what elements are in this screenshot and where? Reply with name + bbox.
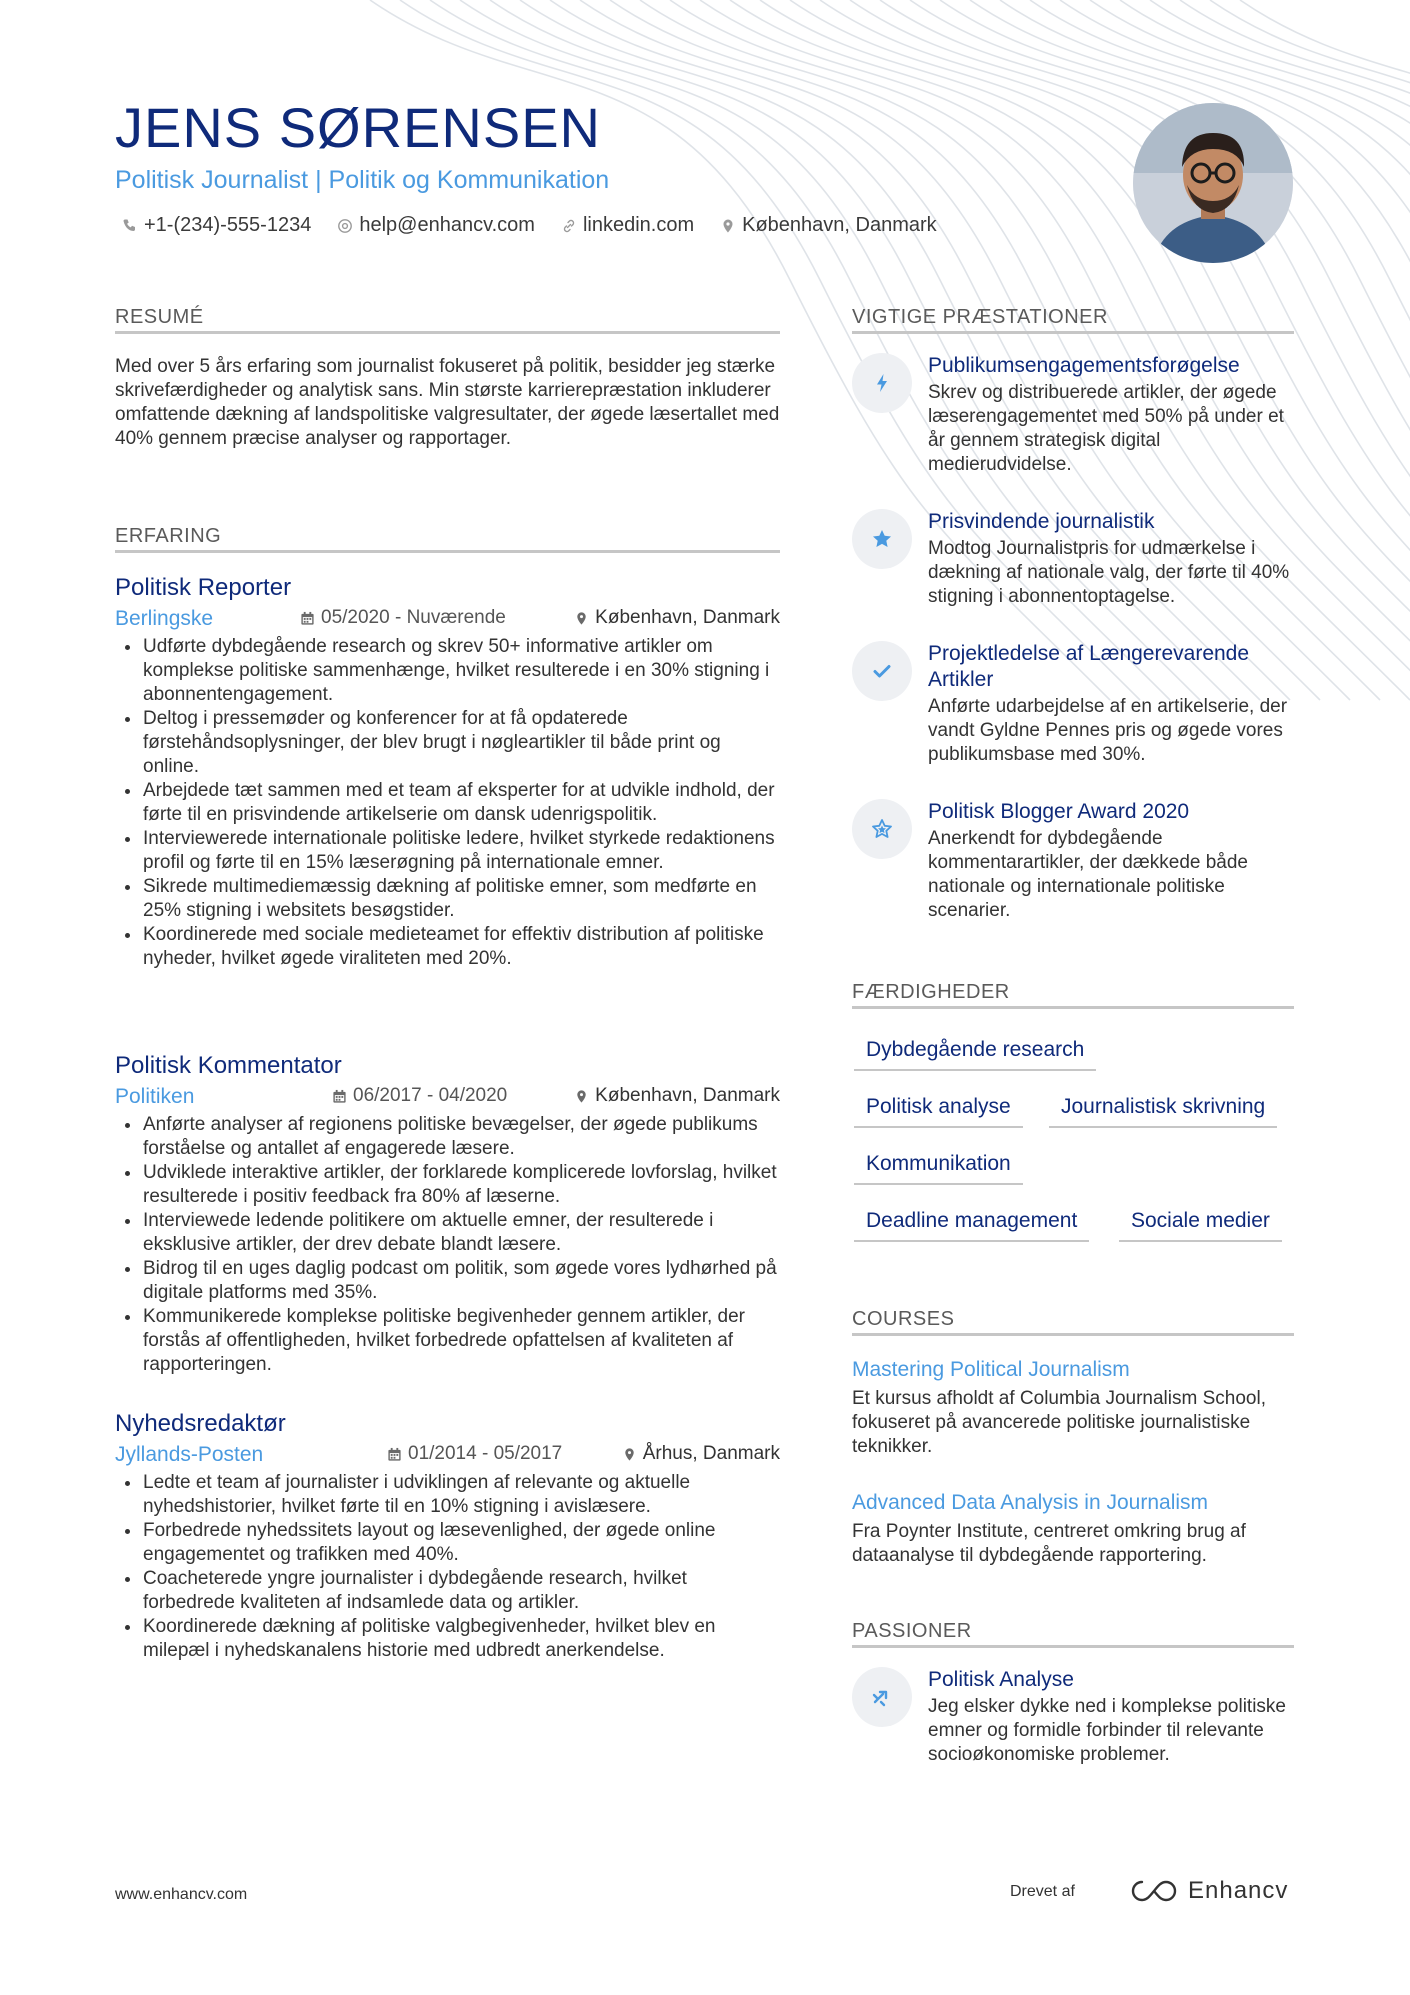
job-entry: [115, 1051, 780, 1377]
passion-icon-badge: [852, 1667, 912, 1727]
job-location-text: København, Danmark: [595, 1085, 780, 1106]
contact-email[interactable]: [337, 214, 535, 237]
job-bullets: [115, 1471, 780, 1663]
course-title: Advanced Data Analysis in Journalism: [852, 1491, 1209, 1514]
achievement-desc: Modtog Journalistpris for udmærkelse i dækning af nationale valg, der førte til 40% stigning i abonnentoptagelse.: [928, 538, 1290, 607]
divider: [852, 1333, 1294, 1336]
achievement-item: [852, 641, 1292, 767]
section-title-passions: PASSIONER: [852, 1620, 972, 1642]
bullet-item: Ledte et team af journalister i udviklingen af relevante og aktuelle nyhedshistorier, hvilket førte til en 10% stigning i avislæsere.: [115, 1471, 780, 1519]
contact-row: [122, 214, 937, 237]
job-location: [622, 1443, 780, 1465]
section-title-courses: COURSES: [852, 1308, 955, 1330]
job-bullets: [115, 635, 780, 971]
achievement-desc: Anførte udarbejdelse af en artikelserie, der vandt Gyldne Pennes pris og øgede vores publikumsbase med 30%.: [928, 696, 1288, 765]
achievement-title: Prisvindende journalistik: [928, 510, 1155, 533]
passion-desc: Jeg elsker dykke ned i komplekse politiske emner og formidle forbinder til relevante socioøkonomiske problemer.: [928, 1696, 1287, 1765]
star-icon: [871, 528, 893, 550]
course-desc: Fra Poynter Institute, centreret omkring brug af dataanalyse til dybdegående rapportering.: [852, 1521, 1246, 1566]
course-title: Mastering Political Journalism: [852, 1358, 1130, 1381]
job-location: [574, 607, 780, 629]
achievement-desc: Skrev og distribuerede artikler, der øgede læserengagementet med 50% på under et år gennem strategisk digital medierudvidelse.: [928, 382, 1284, 475]
phone-icon: [122, 218, 138, 234]
lightning-icon: [871, 372, 893, 394]
bullet-item: Koordinerede dækning af politiske valgbegivenheder, hvilket blev en milepæl i nyhedskanalens historie med udbredt anerkendelse.: [115, 1615, 780, 1663]
skill-tag: Dybdegående research: [854, 1037, 1096, 1071]
candidate-name: JENS SØRENSEN: [115, 96, 601, 159]
job-location: [574, 1085, 780, 1107]
job-dates: [332, 1085, 507, 1107]
location-pin-icon: [574, 1089, 589, 1104]
divider: [852, 331, 1294, 334]
achievement-item: [852, 353, 1292, 477]
star-outline-icon: [871, 818, 893, 840]
skill-tag: Sociale medier: [1119, 1208, 1282, 1242]
bullet-item: Kommunikerede komplekse politiske begivenheder gennem artikler, der forstås af offentligheden, hvilket forbedrede opfattelsen af kvaliteten af rapporteringen.: [115, 1305, 780, 1377]
calendar-icon: [387, 1447, 402, 1462]
job-title: Nyhedsredaktør: [115, 1410, 286, 1437]
divider: [115, 331, 780, 334]
achievement-desc: Anerkendt for dybdegående kommentarartikler, der dækkede både nationale og internationale politiske scenarier.: [928, 828, 1248, 921]
company-name: Politiken: [115, 1085, 195, 1108]
job-dates: [300, 607, 506, 629]
section-title-summary: RESUMÉ: [115, 306, 204, 328]
enhancv-logo-icon: [1130, 1878, 1178, 1904]
bullet-item: Coacheterede yngre journalister i dybdegående research, hvilket forbedrede kvaliteten af indsamlede data og artikler.: [115, 1567, 780, 1615]
job-meta: [115, 605, 780, 635]
summary-text: Med over 5 års erfaring som journalist fokuseret på politik, besidder jeg stærke skrivefærdigheder og analytisk sans. Min største karrierepræstation inkluderer omfattende dækning af landspolitiske valgresultater, der øgede læsertallet med 40% gennem præcise analyser og rapportager.: [115, 356, 780, 449]
passion-item: [852, 1667, 1292, 1767]
job-dates-text: 06/2017 - 04/2020: [353, 1085, 508, 1106]
bullet-item: Sikrede multimediemæssig dækning af politiske emner, som medførte en 25% stigning i websitets besøgstider.: [115, 875, 780, 923]
divider: [115, 550, 780, 553]
bullet-item: Interviewede ledende politikere om aktuelle emner, der resulterede i eksklusive artikler, der drev debate blandt læsere.: [115, 1209, 780, 1257]
achievement-title: Politisk Blogger Award 2020: [928, 800, 1190, 823]
job-dates: [387, 1443, 562, 1465]
at-icon: [337, 218, 353, 234]
job-location-text: Århus, Danmark: [642, 1443, 780, 1464]
divider: [852, 1645, 1294, 1648]
bullet-item: Koordinerede med sociale medieteamet for effektiv distribution af politiske nyheder, hvilket øgede viraliteten med 20%.: [115, 923, 780, 971]
candidate-subtitle: Politisk Journalist | Politik og Kommunikation: [115, 166, 610, 194]
skill-tag: Kommunikation: [854, 1151, 1023, 1185]
bullet-item: Forbedrede nyhedssitets layout og læsevenlighed, der øgede online engagementet og trafikken med 40%.: [115, 1519, 780, 1567]
achievement-item: [852, 509, 1292, 609]
achievement-icon-badge: [852, 799, 912, 859]
linkedin-text: linkedin.com: [582, 214, 695, 236]
link-icon: [561, 218, 577, 234]
bullet-item: Interviewerede internationale politiske ledere, hvilket styrkede redaktionens profil og førte til en 15% læserøgning på internationale emner.: [115, 827, 780, 875]
bullet-item: Arbejdede tæt sammen med et team af eksperter for at udvikle indhold, der førte til en prisvindende artikelserie om dansk udenrigspolitik.: [115, 779, 780, 827]
bullet-item: Udførte dybdegående research og skrev 50+ informative artikler om komplekse politiske sammenhænge, hvilket resulterede i en 30% stigning i abonnentengagement.: [115, 635, 780, 707]
job-dates-text: 05/2020 - Nuværende: [321, 607, 506, 628]
achievement-title: Publikumsengagementsforøgelse: [928, 354, 1240, 377]
checkmark-icon: [871, 660, 893, 682]
section-title-experience: ERFARING: [115, 525, 222, 547]
job-title: Politisk Reporter: [115, 574, 292, 601]
passion-title: Politisk Analyse: [928, 1668, 1074, 1691]
job-bullets: [115, 1113, 780, 1377]
location-pin-icon: [574, 611, 589, 626]
location-pin-icon: [720, 218, 736, 234]
bullet-item: Bidrog til en uges daglig podcast om politik, som øgede vores lydhørhed på digitale platforms med 35%.: [115, 1257, 780, 1305]
contact-linkedin[interactable]: [561, 214, 694, 237]
contact-phone[interactable]: [122, 214, 311, 237]
skill-tag: Deadline management: [854, 1208, 1089, 1242]
section-title-skills: FÆRDIGHEDER: [852, 981, 1010, 1003]
job-entry: [115, 1409, 780, 1663]
brand-name: Enhancv: [1188, 1877, 1289, 1904]
job-entry: [115, 573, 780, 971]
skill-tag: Politisk analyse: [854, 1094, 1023, 1128]
job-title: Politisk Kommentator: [115, 1052, 342, 1079]
achievement-item: [852, 799, 1292, 923]
course-item: [852, 1357, 1292, 1459]
skill-tag: Journalistisk skrivning: [1049, 1094, 1277, 1128]
location-pin-icon: [622, 1447, 637, 1462]
section-title-achievements: VIGTIGE PRÆSTATIONER: [852, 306, 1108, 328]
course-item: [852, 1490, 1292, 1568]
achievement-icon-badge: [852, 641, 912, 701]
footer-website[interactable]: www.enhancv.com: [115, 1886, 248, 1903]
brand-logo[interactable]: [1130, 1877, 1288, 1905]
bullet-item: Anførte analyser af regionens politiske bevægelser, der øgede publikums forståelse og antallet af engagerede læsere.: [115, 1113, 780, 1161]
location-text: København, Danmark: [742, 214, 937, 236]
calendar-icon: [332, 1089, 347, 1104]
achievement-icon-badge: [852, 353, 912, 413]
job-location-text: København, Danmark: [595, 607, 780, 628]
telescope-icon: [871, 1686, 893, 1708]
job-meta: [115, 1441, 780, 1471]
profile-photo: [1133, 103, 1293, 263]
achievement-icon-badge: [852, 509, 912, 569]
bullet-item: Udviklede interaktive artikler, der forklarede komplicerede lovforslag, hvilket resulterede i positiv feedback fra 80% af læserne.: [115, 1161, 780, 1209]
divider: [852, 1006, 1294, 1009]
contact-location: [720, 214, 937, 237]
phone-text: +1-(234)-555-1234: [144, 214, 312, 236]
job-dates-text: 01/2014 - 05/2017: [408, 1443, 563, 1464]
bullet-item: Deltog i pressemøder og konferencer for at få opdaterede førstehåndsoplysninger, der blev brugt i nøgleartikler til både print og online.: [115, 707, 780, 779]
achievement-title: Projektledelse af Længerevarende Artikler: [928, 642, 1250, 691]
course-desc: Et kursus afholdt af Columbia Journalism School, fokuseret på avancerede politiske journalistiske teknikker.: [852, 1388, 1266, 1457]
company-name: Berlingske: [115, 607, 214, 630]
job-meta: [115, 1083, 780, 1113]
avatar-illustration: [1133, 103, 1293, 263]
company-name: Jyllands-Posten: [115, 1443, 264, 1466]
email-text: help@enhancv.com: [359, 214, 535, 236]
footer-powered-by: Drevet af: [1010, 1883, 1075, 1900]
calendar-icon: [300, 611, 315, 626]
